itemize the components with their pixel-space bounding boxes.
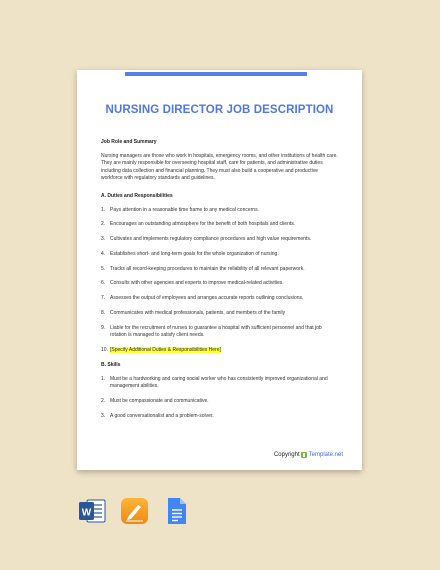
word-icon[interactable] <box>78 497 107 525</box>
list-item <box>101 325 338 340</box>
document-body <box>101 139 338 428</box>
item-number: 3. <box>101 412 106 419</box>
svg-text:W: W <box>81 507 92 519</box>
item-number: 1. <box>101 375 106 382</box>
item-number: 2. <box>101 397 106 404</box>
template-logo-icon <box>301 452 307 458</box>
list-item <box>101 376 338 391</box>
item-text: Establishes short- and long-term goals for the whole organization of nursing. <box>110 250 279 257</box>
copyright-site: Template.net <box>308 452 343 458</box>
skills-list <box>101 376 338 421</box>
item-number: 5. <box>101 265 106 272</box>
list-item <box>101 280 338 288</box>
item-text: Tracks all record-keeping procedures to maintain the reliability of all relevant paperwork. <box>110 265 305 272</box>
item-text: A good conversationalist and a problem-solver. <box>110 412 214 419</box>
pages-icon[interactable] <box>120 497 149 525</box>
summary-heading: Job Role and Summary <box>101 139 157 145</box>
google-docs-icon[interactable] <box>162 497 191 525</box>
item-number: 4. <box>101 250 106 257</box>
copyright-line <box>274 452 343 458</box>
item-number: 8. <box>101 310 106 317</box>
duties-list <box>101 207 338 355</box>
item-number: 10. <box>101 347 108 354</box>
item-number: 1. <box>101 206 106 213</box>
item-number: 7. <box>101 295 106 302</box>
item-text: Must be a hardworking and caring social worker who has consistently improved organizational and management abilities. <box>110 375 328 390</box>
list-item <box>101 347 338 355</box>
item-text: Assesses the output of employees and arranges accurate reports outlining conclusions. <box>110 295 304 302</box>
list-item <box>101 221 338 229</box>
document-page <box>77 70 362 470</box>
copyright-label: Copyright <box>273 452 300 458</box>
skills-heading: B. Skills <box>101 361 121 368</box>
item-number: 2. <box>101 221 106 228</box>
item-number: 6. <box>101 280 106 287</box>
item-text: Encourages an outstanding atmosphere for the benefit of both hospitals and clients. <box>110 221 296 228</box>
list-item <box>101 236 338 244</box>
item-text: Liable for the recruitment of nurses to guarantee a hospital with sufficient personnel and that job rotation is managed to satisfy client needs. <box>110 324 322 339</box>
list-item <box>101 251 338 259</box>
item-text: Pays attention in a reasonable time frame to any medical concerns. <box>110 206 259 213</box>
list-item <box>101 266 338 274</box>
summary-text: Nursing managers are those who work in hospitals, emergency rooms, and other institutions of health care. They are mainly responsible for overseeing hospital staff, care for patients, and administrative duties including data collection and financial planning. They must also build a cooperative and productive workforce with regulatory standards and guidelines. <box>101 152 338 182</box>
item-number: 9. <box>101 324 106 331</box>
list-item <box>101 398 338 406</box>
item-number: 3. <box>101 236 106 243</box>
item-text: Consults with other agencies and experts to improve medical-related activities. <box>110 280 284 287</box>
list-item <box>101 207 338 215</box>
duties-heading: A. Duties and Responsibilities <box>101 192 173 199</box>
document-title: NURSING DIRECTOR JOB DESCRIPTION <box>105 104 334 116</box>
list-item <box>101 295 338 303</box>
app-icons <box>78 497 191 525</box>
item-text: Communicates with medical professionals, patients, and members of the family <box>110 310 286 317</box>
accent-bar <box>125 72 307 76</box>
item-text: Must be compassionate and communicative. <box>110 397 209 404</box>
list-item <box>101 310 338 318</box>
list-item <box>101 413 338 421</box>
placeholder-highlight: [Specify Additional Duties & Responsibilities Here] <box>110 347 221 354</box>
item-text: Cultivates and implements regulatory compliance procedures and high value requirements. <box>110 236 312 243</box>
